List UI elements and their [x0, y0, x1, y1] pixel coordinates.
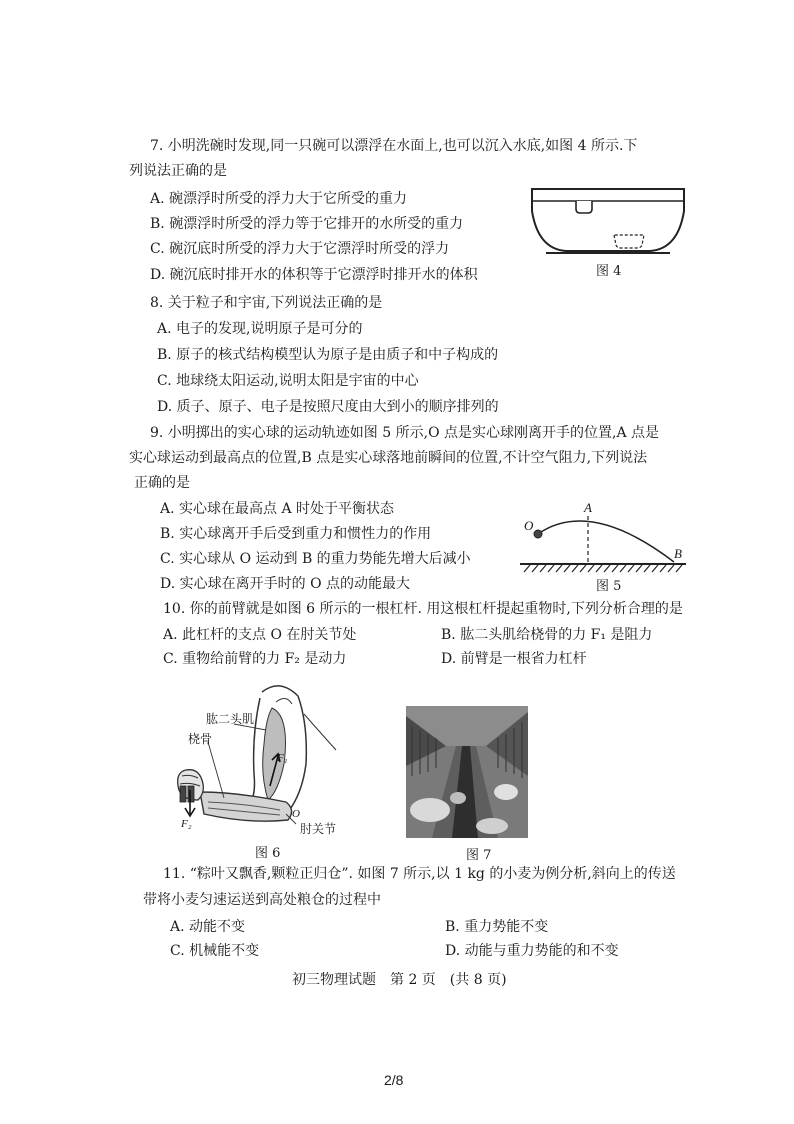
figure-6-label-radius: 桡骨 — [188, 732, 213, 746]
q9-stem-line2: 实心球运动到最高点的位置,B 点是实心球落地前瞬间的位置,不计空气阻力,下列说法 — [129, 450, 648, 466]
page-footer: 初三物理试题 第 2 页 (共 8 页) — [292, 972, 507, 988]
q10-option-b: B. 肱二头肌给桡骨的力 F₁ 是阻力 — [441, 627, 653, 643]
q10-option-c: C. 重物给前臂的力 F₂ 是动力 — [163, 651, 347, 667]
q10-option-a: A. 此杠杆的支点 O 在肘关节处 — [163, 627, 357, 643]
page-indicator: 2/8 — [384, 1072, 404, 1088]
q9-option-c: C. 实心球从 O 运动到 B 的重力势能先增大后减小 — [160, 551, 471, 567]
q9-option-d: D. 实心球在离开手时的 O 点的动能最大 — [160, 576, 411, 592]
q11-option-c: C. 机械能不变 — [170, 943, 260, 959]
q9-option-a: A. 实心球在最高点 A 时处于平衡状态 — [160, 501, 395, 517]
figure-6-arm-diagram — [168, 674, 368, 840]
q7-option-a: A. 碗漂浮时所受的浮力大于它所受的重力 — [150, 191, 408, 207]
figure-6-caption: 图 6 — [255, 846, 281, 861]
q9-option-b: B. 实心球离开手后受到重力和惯性力的作用 — [160, 526, 432, 542]
figure-5-point-b: B — [674, 546, 682, 561]
q7-option-d: D. 碗沉底时排开水的体积等于它漂浮时排开水的体积 — [150, 267, 478, 283]
q7-option-b: B. 碗漂浮时所受的浮力等于它排开的水所受的重力 — [150, 216, 464, 232]
q8-option-c: C. 地球绕太阳运动,说明太阳是宇宙的中心 — [157, 373, 419, 389]
q11-stem-line1: 11. “粽叶又飘香,颗粒正归仓”. 如图 7 所示,以 1 kg 的小麦为例分析,斜向上的传送 — [163, 866, 676, 882]
q9-stem-line1: 9. 小明掷出的实心球的运动轨迹如图 5 所示,O 点是实心球刚离开手的位置,A 点是 — [150, 425, 660, 441]
q10-stem: 10. 你的前臂就是如图 6 所示的一根杠杆. 用这根杠杆提起重物时,下列分析合理的是 — [163, 601, 683, 617]
q9-stem-line3: 正确的是 — [134, 475, 190, 491]
figure-5-point-o: O — [524, 518, 534, 533]
figure-5-caption: 图 5 — [596, 579, 622, 594]
figure-5-trajectory-diagram — [518, 500, 690, 580]
figure-6-label-biceps: 肱二头肌 — [206, 712, 255, 726]
figure-6-label-f2: F₂ — [181, 818, 192, 830]
q7-option-c: C. 碗沉底时所受的浮力大于它漂浮时所受的浮力 — [150, 241, 450, 257]
figure-7-caption: 图 7 — [466, 848, 492, 863]
q8-option-d: D. 质子、原子、电子是按照尺度由大到小的顺序排列的 — [157, 399, 499, 415]
figure-4-bowl-diagram — [528, 183, 688, 258]
q8-option-a: A. 电子的发现,说明原子是可分的 — [157, 321, 363, 337]
q8-option-b: B. 原子的核式结构模型认为原子是由质子和中子构成的 — [157, 347, 499, 363]
figure-7-conveyor-photo — [406, 706, 528, 838]
q11-stem-line2: 带将小麦匀速运送到高处粮仓的过程中 — [143, 892, 381, 908]
figure-5-point-a: A — [584, 500, 592, 515]
figure-6-label-elbow: 肘关节 — [300, 822, 337, 836]
q7-stem-line1: 7. 小明洗碗时发现,同一只碗可以漂浮在水面上,也可以沉入水底,如图 4 所示.下 — [150, 138, 638, 154]
q11-option-d: D. 动能与重力势能的和不变 — [445, 943, 619, 959]
figure-6-label-f1: F₁ — [277, 752, 288, 764]
q7-stem-line2: 列说法正确的是 — [129, 163, 227, 179]
q10-option-d: D. 前臂是一根省力杠杆 — [441, 651, 587, 667]
q11-option-a: A. 动能不变 — [170, 919, 246, 935]
figure-4-caption: 图 4 — [596, 264, 622, 279]
figure-6-label-o: O — [292, 808, 300, 820]
q8-stem: 8. 关于粒子和宇宙,下列说法正确的是 — [150, 295, 383, 311]
q11-option-b: B. 重力势能不变 — [445, 919, 549, 935]
